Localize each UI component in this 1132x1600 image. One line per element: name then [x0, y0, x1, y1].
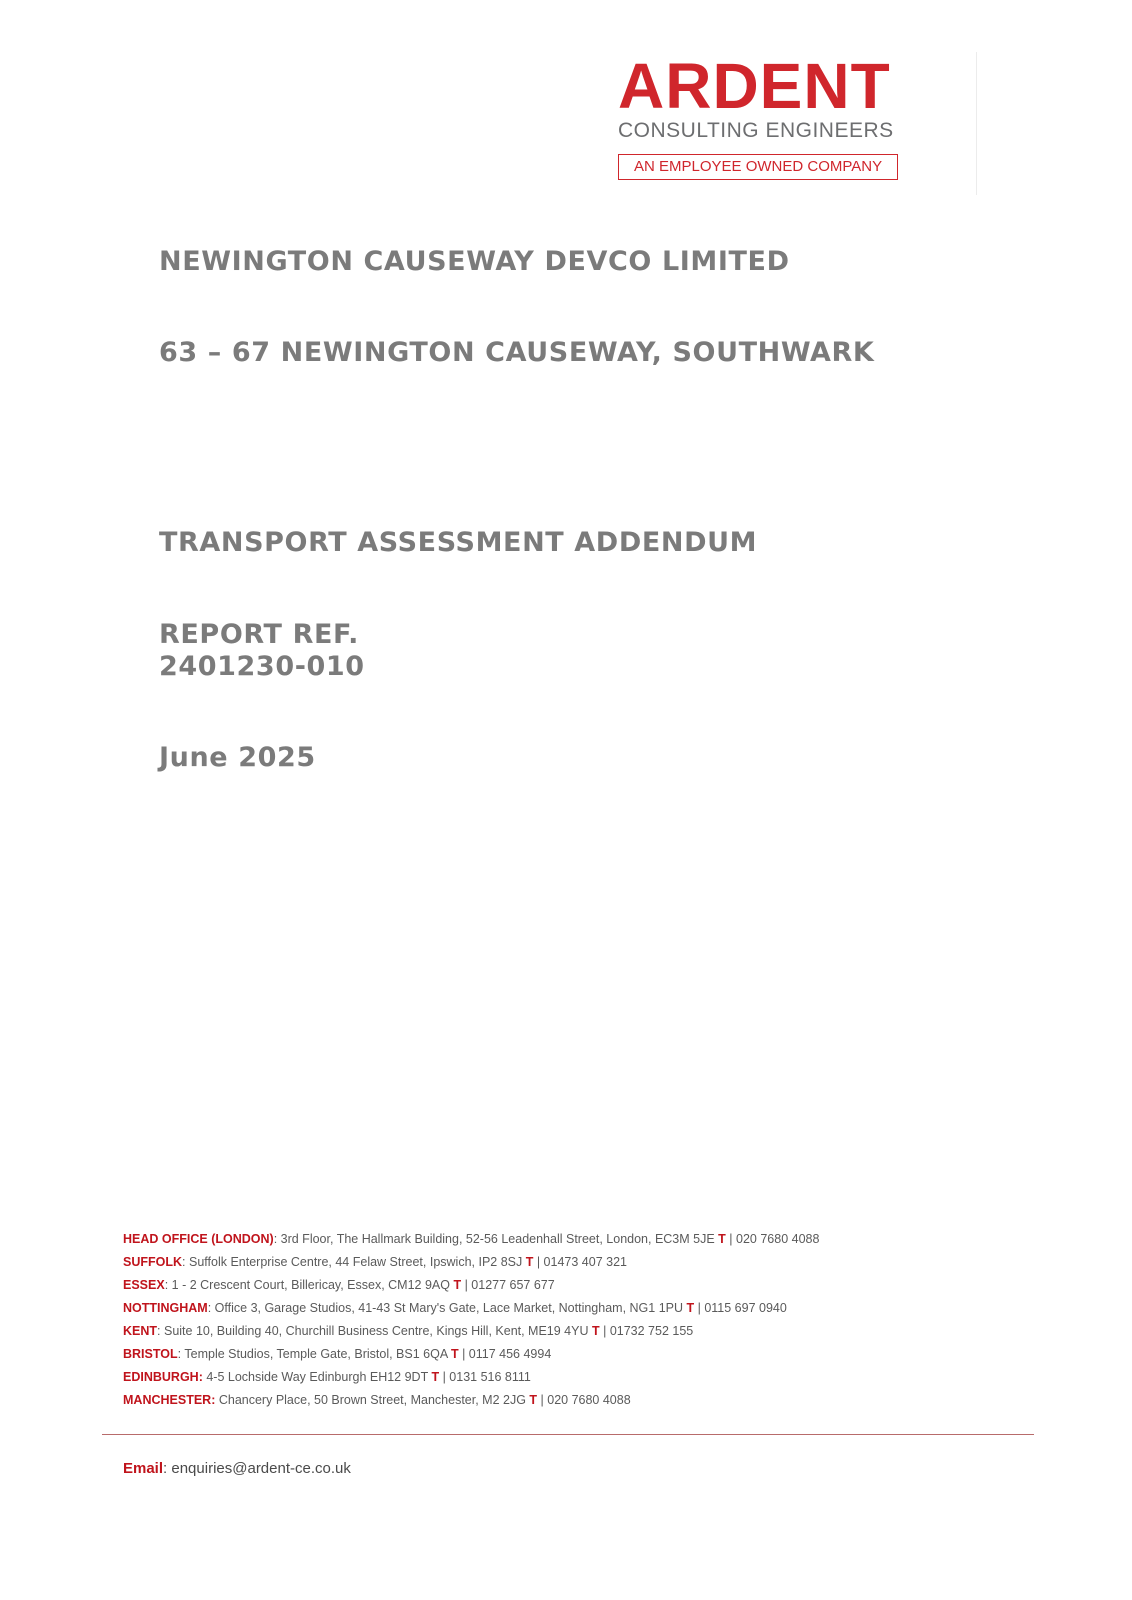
- office-address: 3rd Floor, The Hallmark Building, 52-56 Leadenhall Street, London, EC3M 5JE: [280, 1232, 719, 1246]
- office-phone: | 0115 697 0940: [694, 1301, 787, 1315]
- logo-subtitle: CONSULTING ENGINEERS: [618, 119, 894, 142]
- office-phone: | 0131 516 8111: [439, 1370, 531, 1384]
- office-name: MANCHESTER:: [123, 1393, 216, 1407]
- office-address: 4-5 Lochside Way Edinburgh EH12 9DT: [206, 1370, 432, 1384]
- office-list: [123, 1228, 1023, 1412]
- header-divider: [976, 52, 977, 195]
- email-address[interactable]: enquiries@ardent-ce.co.uk: [171, 1460, 351, 1477]
- office-name: EDINBURGH:: [123, 1370, 203, 1384]
- email-line: Email: enquiries@ardent-ce.co.uk: [123, 1460, 351, 1477]
- office-line-suffolk: SUFFOLK: Suffolk Enterprise Centre, 44 Felaw Street, Ipswich, IP2 8SJ T | 01473 407 321: [123, 1255, 627, 1269]
- company-logo: [618, 50, 908, 180]
- site-address: 63 – 67 NEWINGTON CAUSEWAY, SOUTHWARK: [159, 337, 875, 368]
- office-name: ESSEX: [123, 1278, 165, 1292]
- office-phone: | 01473 407 321: [533, 1255, 627, 1269]
- office-phone: | 020 7680 4088: [537, 1393, 631, 1407]
- office-line-edinburgh: EDINBURGH: 4-5 Lochside Way Edinburgh EH12 9DT T | 0131 516 8111: [123, 1370, 531, 1384]
- office-line-nottingham: NOTTINGHAM: Office 3, Garage Studios, 41-43 St Mary's Gate, Lace Market, Nottingham, NG1 1PU T | 0115 697 0940: [123, 1301, 787, 1315]
- office-address: Suffolk Enterprise Centre, 44 Felaw Street, Ipswich, IP2 8SJ: [188, 1255, 526, 1269]
- office-phone: | 01277 657 677: [461, 1278, 555, 1292]
- office-name: BRISTOL: [123, 1347, 178, 1361]
- office-address: Suite 10, Building 40, Churchill Business Centre, Kings Hill, Kent, ME19 4YU: [163, 1324, 592, 1338]
- office-address: Chancery Place, 50 Brown Street, Manchester, M2 2JG: [218, 1393, 530, 1407]
- office-phone: | 0117 456 4994: [458, 1347, 552, 1361]
- office-line-bristol: BRISTOL: Temple Studios, Temple Gate, Bristol, BS1 6QA T | 0117 456 4994: [123, 1347, 552, 1361]
- office-address: 1 - 2 Crescent Court, Billericay, Essex, CM12 9AQ: [171, 1278, 454, 1292]
- office-name: KENT: [123, 1324, 158, 1338]
- report-ref-number: 2401230-010: [159, 651, 365, 682]
- office-phone: | 020 7680 4088: [725, 1232, 820, 1246]
- office-line-kent: KENT: Suite 10, Building 40, Churchill Business Centre, Kings Hill, Kent, ME19 4YU T | 01732 752 155: [123, 1324, 694, 1338]
- office-line-essex: ESSEX: 1 - 2 Crescent Court, Billericay, Essex, CM12 9AQ T | 01277 657 677: [123, 1278, 555, 1292]
- office-line-manchester: MANCHESTER: Chancery Place, 50 Brown Street, Manchester, M2 2JG T | 020 7680 4088: [123, 1393, 631, 1407]
- office-name: SUFFOLK: [123, 1255, 183, 1269]
- footer-divider: [102, 1434, 1034, 1435]
- report-date: June 2025: [159, 742, 316, 773]
- office-name: HEAD OFFICE (LONDON): [123, 1232, 274, 1246]
- client-name: NEWINGTON CAUSEWAY DEVCO LIMITED: [159, 246, 790, 277]
- office-address: Office 3, Garage Studios, 41-43 St Mary's Gate, Lace Market, Nottingham, NG1 1PU: [214, 1301, 687, 1315]
- email-label: Email: [123, 1460, 164, 1477]
- office-address: Temple Studios, Temple Gate, Bristol, BS1 6QA: [184, 1347, 451, 1361]
- logo-wordmark: ARDENT: [618, 50, 891, 122]
- report-title: TRANSPORT ASSESSMENT ADDENDUM: [159, 527, 758, 558]
- office-name: NOTTINGHAM: [123, 1301, 208, 1315]
- report-ref-label: REPORT REF.: [159, 619, 359, 650]
- office-line-head: HEAD OFFICE (LONDON): 3rd Floor, The Hallmark Building, 52-56 Leadenhall Street, London, EC3M 5JE T | 020 7680 4088: [123, 1232, 820, 1246]
- logo-badge: AN EMPLOYEE OWNED COMPANY: [618, 154, 898, 180]
- office-phone: | 01732 752 155: [599, 1324, 694, 1338]
